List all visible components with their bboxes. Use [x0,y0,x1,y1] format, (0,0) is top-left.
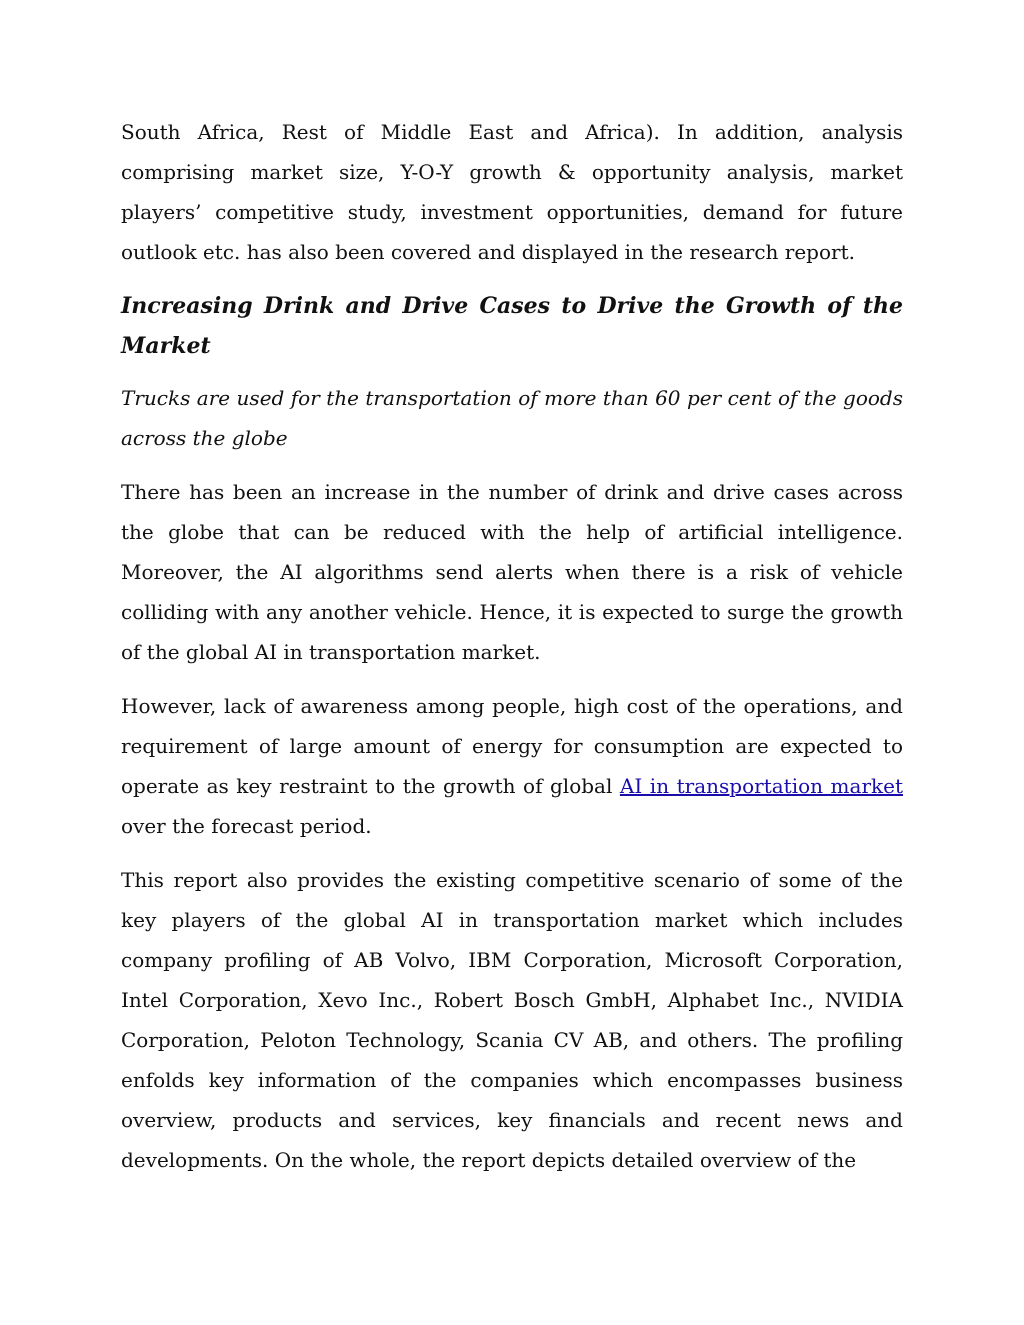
drink-drive-paragraph: There has been an increase in the number of drink and drive cases across the globe that can be reduced with the help of artificial intelligence. Moreover, the AI algorithms send alerts when there is a risk of vehicle colliding with any another vehicle. Hence, it is expected to surge the growth of the global AI in transportation market. [121,480,903,664]
restraints-paragraph [121,686,903,846]
competitive-scenario-paragraph: This report also provides the existing competitive scenario of some of the key players of the global AI in transportation market which includes company profiling of AB Volvo, IBM Corporation, Microsoft Corporation, Intel Corporation, Xevo Inc., Robert Bosch GmbH, Alphabet Inc., NVIDIA Corporation, Peloton Technology, Scania CV AB, and others. The profiling enfolds key information of the companies which encompasses business overview, products and services, key financials and recent news and developments. On the whole, the report depicts detailed overview of the [121,868,903,1172]
restraints-text-after-link: over the forecast period. [121,814,372,838]
ai-transportation-market-link[interactable]: AI in transportation market [619,774,903,798]
intro-paragraph: South Africa, Rest of Middle East and Africa). In addition, analysis comprising market size, Y-O-Y growth & opportunity analysis, market players’ competitive study, investment opportunities, demand for future outlook etc. has also been covered and displayed in the research report. [121,120,903,264]
section-heading: Increasing Drink and Drive Cases to Drive the Growth of the Market [121,293,903,359]
document-page [121,112,903,1194]
section-subheading: Trucks are used for the transportation of more than 60 per cent of the goods across the globe [121,386,903,450]
restraints-text-before-link: However, lack of awareness among people, high cost of the operations, and requirement of large amount of energy for consumption are expected to operate as key restraint to the growth of global [121,694,903,798]
